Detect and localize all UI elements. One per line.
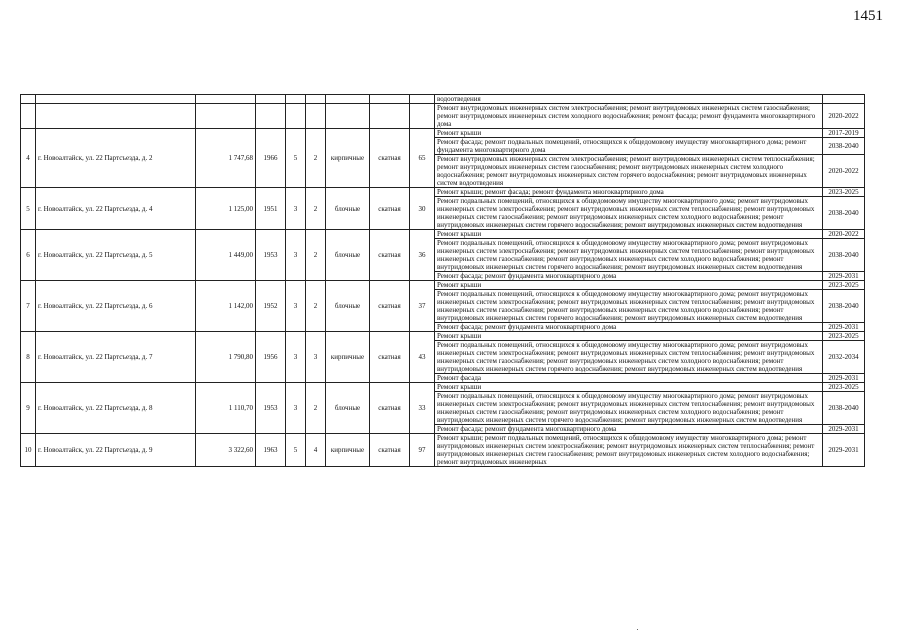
house-walls: блочные	[326, 383, 370, 434]
house-entrances: 3	[306, 332, 326, 383]
house-roof: скатная	[370, 332, 410, 383]
house-roof: скатная	[370, 129, 410, 188]
house-walls: кирпичные	[326, 129, 370, 188]
house-wear: 43	[410, 332, 435, 383]
table-row	[21, 383, 865, 392]
period-cell: 2020-2022	[823, 104, 865, 129]
house-address: г. Новоалтайск, ул. 22 Партсъезда, д. 4	[36, 188, 196, 230]
house-wear: 65	[410, 129, 435, 188]
house-walls: блочные	[326, 281, 370, 332]
work-cell: Ремонт внутридомовых инженерных систем электроснабжения; ремонт внутридомовых инженерных систем газоснабжения; ремонт внутридомовых инженерных систем холодного водоснабжения; ремонт фасада; ремонт фундамента многоквартирного дома	[435, 104, 823, 129]
table-row	[21, 104, 865, 129]
work-cell: Ремонт крыши	[435, 332, 823, 341]
house-walls: кирпичные	[326, 332, 370, 383]
period-cell: 2029-2031	[823, 323, 865, 332]
house-number: 8	[21, 332, 36, 383]
period-cell: 2023-2025	[823, 188, 865, 197]
house-walls: блочные	[326, 188, 370, 230]
work-cell: Ремонт крыши; ремонт фасада; ремонт фундамента многоквартирного дома	[435, 188, 823, 197]
table-row	[21, 188, 865, 197]
house-wear: 36	[410, 230, 435, 281]
work-cell: Ремонт фасада; ремонт фундамента многоквартирного дома	[435, 272, 823, 281]
work-cell: Ремонт подвальных помещений, относящихся к общедомовому имуществу многоквартирного дома; ремонт внутридомовых инженерных систем электроснабжения; ремонт внутридомовых инженерных систем теплоснабжения; ремонт внутридомовых инженерных систем газоснабжения; ремонт внутридомовых инженерных систем холодного водоснабжения; ремонт внутридомовых инженерных систем горячего водоснабжения; ремонт внутридомовых инженерных систем водоотведения	[435, 341, 823, 374]
scan-mark	[637, 629, 638, 630]
work-cell: Ремонт фасада; ремонт подвальных помещений, относящихся к общедомовому имуществу многоквартирного дома; ремонт фундамента многоквартирного дома	[435, 138, 823, 155]
period-cell: 2020-2022	[823, 230, 865, 239]
house-number: 9	[21, 383, 36, 434]
table-row	[21, 230, 865, 239]
house-wear: 37	[410, 281, 435, 332]
work-cell: Ремонт крыши	[435, 230, 823, 239]
house-roof: скатная	[370, 434, 410, 467]
house-year: 1952	[256, 281, 286, 332]
work-cell: Ремонт крыши; ремонт подвальных помещений, относящихся к общедомовому имуществу многоквартирного дома; ремонт внутридомовых инженерных систем электроснабжения; ремонт внутридомовых инженерных систем теплоснабжения; ремонт внутридомовых инженерных систем газоснабжения; ремонт внутридомовых инженерных систем холодного водоснабжения; ремонт внутридомовых инженерных	[435, 434, 823, 467]
period-cell: 2017-2019	[823, 129, 865, 138]
capital-repair-table	[20, 94, 865, 467]
house-year: 1966	[256, 129, 286, 188]
house-area: 1 747,68	[196, 129, 256, 188]
work-cell: Ремонт подвальных помещений, относящихся к общедомовому имуществу многоквартирного дома; ремонт внутридомовых инженерных систем электроснабжения; ремонт внутридомовых инженерных систем теплоснабжения; ремонт внутридомовых инженерных систем газоснабжения; ремонт внутридомовых инженерных систем холодного водоснабжения; ремонт внутридомовых инженерных систем горячего водоснабжения; ремонт внутридомовых инженерных систем водоотведения	[435, 239, 823, 272]
house-roof: скатная	[370, 230, 410, 281]
period-cell: 2038-2040	[823, 392, 865, 425]
period-cell: 2029-2031	[823, 434, 865, 467]
house-wear: 30	[410, 188, 435, 230]
work-cell: Ремонт крыши	[435, 281, 823, 290]
house-entrances: 2	[306, 188, 326, 230]
table-row	[21, 95, 865, 104]
work-cell: Ремонт фасада; ремонт фундамента многоквартирного дома	[435, 425, 823, 434]
house-area: 1 125,00	[196, 188, 256, 230]
house-year: 1953	[256, 230, 286, 281]
house-area: 3 322,60	[196, 434, 256, 467]
work-cell: Ремонт фасада	[435, 374, 823, 383]
house-floors: 5	[286, 129, 306, 188]
table-row	[21, 434, 865, 467]
house-entrances: 2	[306, 281, 326, 332]
house-roof: скатная	[370, 188, 410, 230]
house-floors: 3	[286, 230, 306, 281]
house-address: г. Новоалтайск, ул. 22 Партсъезда, д. 6	[36, 281, 196, 332]
period-cell: 2038-2040	[823, 197, 865, 230]
house-floors: 3	[286, 281, 306, 332]
house-year: 1951	[256, 188, 286, 230]
house-area: 1 790,80	[196, 332, 256, 383]
period-cell: 2023-2025	[823, 332, 865, 341]
house-walls: кирпичные	[326, 434, 370, 467]
house-wear: 97	[410, 434, 435, 467]
period-cell	[823, 95, 865, 104]
period-cell: 2020-2022	[823, 155, 865, 188]
house-address: г. Новоалтайск, ул. 22 Партсъезда, д. 7	[36, 332, 196, 383]
period-cell: 2029-2031	[823, 425, 865, 434]
work-cell: водоотведения	[435, 95, 823, 104]
period-cell: 2038-2040	[823, 239, 865, 272]
house-year: 1953	[256, 383, 286, 434]
work-cell: Ремонт внутридомовых инженерных систем электроснабжения; ремонт внутридомовых инженерных систем теплоснабжения; ремонт внутридомовых инженерных систем газоснабжения; ремонт внутридомовых инженерных систем холодного водоснабжения; ремонт внутридомовых инженерных систем горячего водоснабжения; ремонт внутридомовых инженерных систем водоотведения	[435, 155, 823, 188]
work-cell: Ремонт подвальных помещений, относящихся к общедомовому имуществу многоквартирного дома; ремонт внутридомовых инженерных систем электроснабжения; ремонт внутридомовых инженерных систем теплоснабжения; ремонт внутридомовых инженерных систем газоснабжения; ремонт внутридомовых инженерных систем холодного водоснабжения; ремонт внутридомовых инженерных систем горячего водоснабжения; ремонт внутридомовых инженерных систем водоотведения	[435, 290, 823, 323]
house-number: 7	[21, 281, 36, 332]
house-address: г. Новоалтайск, ул. 22 Партсъезда, д. 2	[36, 129, 196, 188]
house-floors: 3	[286, 332, 306, 383]
house-entrances: 2	[306, 383, 326, 434]
house-year: 1956	[256, 332, 286, 383]
house-walls: блочные	[326, 230, 370, 281]
house-entrances: 2	[306, 230, 326, 281]
house-number: 5	[21, 188, 36, 230]
house-year: 1963	[256, 434, 286, 467]
work-cell: Ремонт подвальных помещений, относящихся к общедомовому имуществу многоквартирного дома; ремонт внутридомовых инженерных систем электроснабжения; ремонт внутридомовых инженерных систем теплоснабжения; ремонт внутридомовых инженерных систем газоснабжения; ремонт внутридомовых инженерных систем холодного водоснабжения; ремонт внутридомовых инженерных систем горячего водоснабжения; ремонт внутридомовых инженерных систем водоотведения	[435, 197, 823, 230]
house-floors: 3	[286, 188, 306, 230]
period-cell: 2038-2040	[823, 138, 865, 155]
house-address: г. Новоалтайск, ул. 22 Партсъезда, д. 8	[36, 383, 196, 434]
table-row	[21, 332, 865, 341]
period-cell: 2029-2031	[823, 374, 865, 383]
period-cell: 2038-2040	[823, 290, 865, 323]
house-area: 1 110,70	[196, 383, 256, 434]
house-roof: скатная	[370, 281, 410, 332]
house-area: 1 142,00	[196, 281, 256, 332]
house-roof: скатная	[370, 383, 410, 434]
work-cell: Ремонт крыши	[435, 383, 823, 392]
house-number: 6	[21, 230, 36, 281]
house-number: 10	[21, 434, 36, 467]
table-body	[21, 95, 865, 467]
table-row	[21, 129, 865, 138]
period-cell: 2023-2025	[823, 383, 865, 392]
house-area: 1 449,00	[196, 230, 256, 281]
work-cell: Ремонт крыши	[435, 129, 823, 138]
house-floors: 5	[286, 434, 306, 467]
period-cell: 2032-2034	[823, 341, 865, 374]
house-address: г. Новоалтайск, ул. 22 Партсъезда, д. 5	[36, 230, 196, 281]
period-cell: 2023-2025	[823, 281, 865, 290]
work-cell: Ремонт фасада; ремонт фундамента многоквартирного дома	[435, 323, 823, 332]
house-address: г. Новоалтайск, ул. 22 Партсъезда, д. 9	[36, 434, 196, 467]
house-number: 4	[21, 129, 36, 188]
house-wear: 33	[410, 383, 435, 434]
house-entrances: 4	[306, 434, 326, 467]
house-floors: 3	[286, 383, 306, 434]
work-cell: Ремонт подвальных помещений, относящихся к общедомовому имуществу многоквартирного дома; ремонт внутридомовых инженерных систем электроснабжения; ремонт внутридомовых инженерных систем теплоснабжения; ремонт внутридомовых инженерных систем газоснабжения; ремонт внутридомовых инженерных систем холодного водоснабжения; ремонт внутридомовых инженерных систем горячего водоснабжения; ремонт внутридомовых инженерных систем водоотведения	[435, 392, 823, 425]
table-row	[21, 281, 865, 290]
house-entrances: 2	[306, 129, 326, 188]
page-number: 1451	[853, 8, 883, 24]
period-cell: 2029-2031	[823, 272, 865, 281]
